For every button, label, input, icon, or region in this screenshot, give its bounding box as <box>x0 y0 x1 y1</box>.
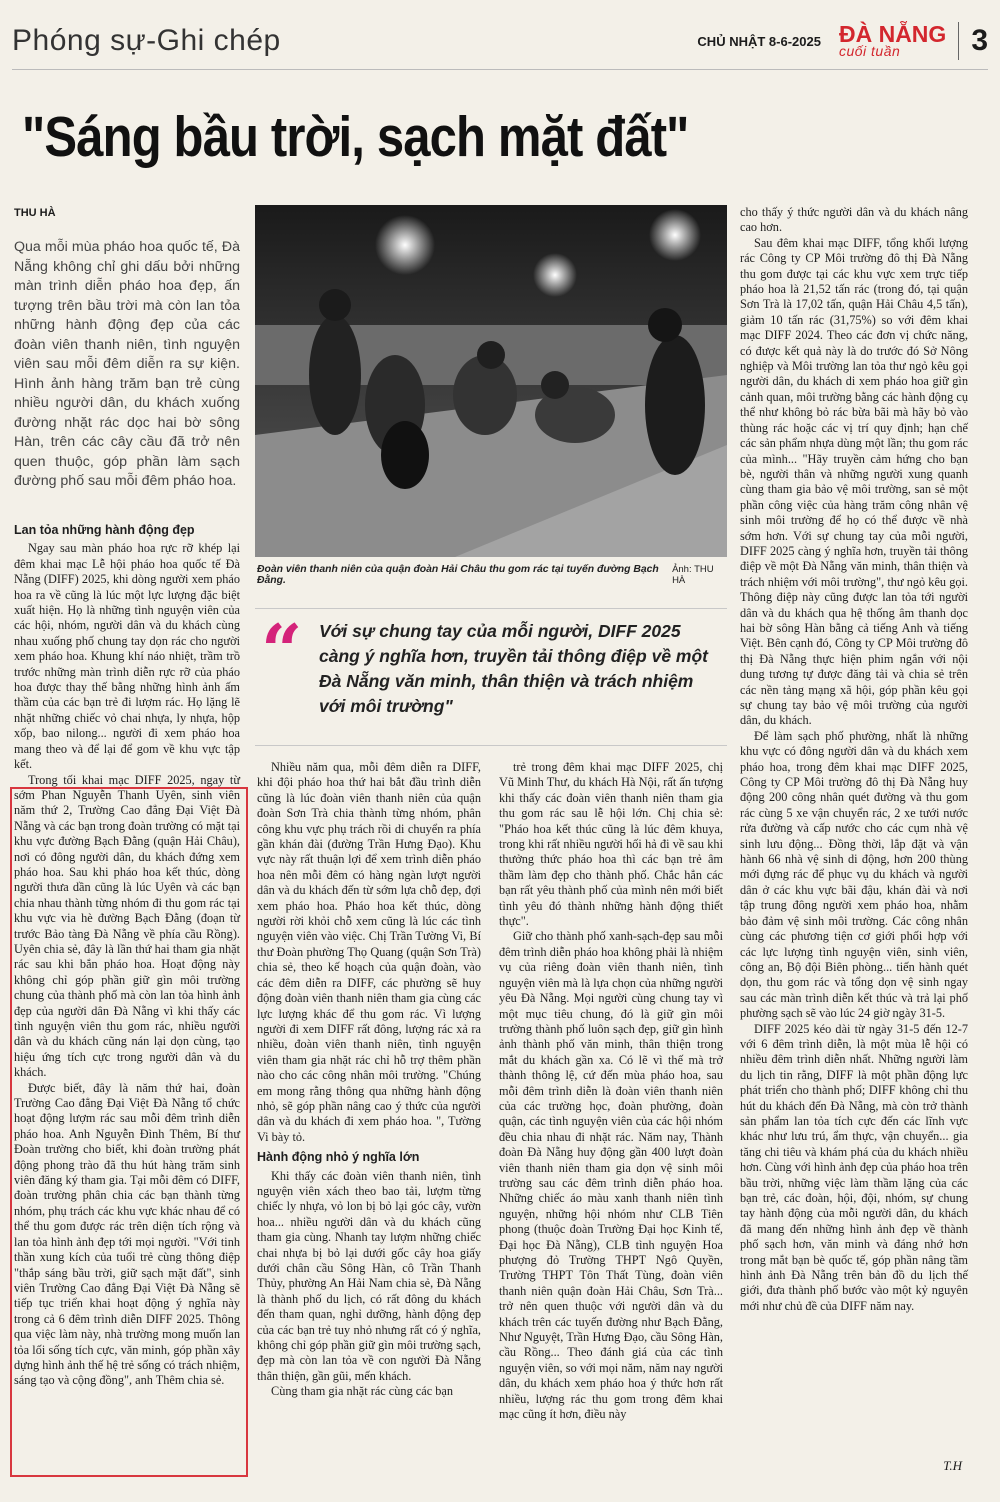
logo-bottom-text: cuối tuần <box>838 43 901 60</box>
text-column-3 <box>499 760 723 1422</box>
paragraph: Ngay sau màn pháo hoa rực rỡ khép lại đêm khai mạc Lễ hội pháo hoa quốc tế Đà Nẵng (DIFF) 2025, khi dòng người xem pháo hoa ra về cũng là lúc một lực lượng đặc biệt xuất hiện. Họ là những tình nguyện viên của các hội, nhóm, người dân và du khách cùng nhau xuống phố chung tay dọn rác cho người xem pháo hoa. Khung khí náo nhiệt, trầm trồ trước những màn trình diễn rực rỡ của pháo hoa được thay thế bằng những hình ảnh ấm thầm của các bạn trẻ đi lượm rác. Họ lặng lẽ nhặt những chiếc vỏ chai nhựa, ly nhựa, hộp xốp, bao nilong... người đi xem pháo hoa mang theo và để lại để gom về khu vực tập kết. <box>14 541 240 772</box>
article-lead: Qua mỗi mùa pháo hoa quốc tế, Đà Nẵng không chỉ ghi dấu bởi những màn trình diễn pháo hoa đẹp, ấn tượng trên bầu trời mà còn lan tỏa những hành động đẹp của các đoàn viên thanh niên, tình nguyện viên sau mỗi đêm diễn ra sự kiện. Hình ảnh hàng trăm bạn trẻ cùng nhiều người dân, du khách xuống đường nhặt rác dọc hai bờ sông Hàn, trên các cây cầu đã trở nên quen thuộc, góp phần làm sạch đường phố sau mỗi đêm pháo hoa. <box>14 239 240 489</box>
photo-credit: Ảnh: THU HÀ <box>672 564 714 586</box>
author-signature: T.H <box>943 1458 962 1473</box>
paragraph: Để làm sạch phố phường, nhất là những khu vực có đông người dân và du khách xem pháo hoa, trong đêm khai mạc DIFF 2025, Công ty CP Môi trường đô thị Đà Nẵng huy động 200 công nhân quét đường và thu gom rác cùng 5 xe vận chuyển rác, 2 xe tưới nước rửa đường và cấp nước cho các cụm nhà vệ sinh lưu động... Đồng thời, lắp đặt và vận hành 66 nhà vệ sinh di động, hơn 200 thùng mới đựng rác để phục vụ du khách và người dân ở các khu vực bãi đậu, khán đài và nơi tập trung đông người xem pháo hoa, nhằm bảo đảm vệ sinh môi trường. Các công nhân cùng các phương tiện cơ giới phối hợp với các lực lượng tình nguyện viên, sinh viên, công an, Bộ đội Biên phòng... tiến hành quét dọn, thu gom rác và tổng dọn vệ sinh ngay sau các màn trình diễn kết thúc và trả lại phố phường sạch sẽ vào lúc 24 giờ ngày 31-5. <box>740 728 968 1021</box>
article-photo <box>255 205 727 557</box>
issue-date: CHỦ NHẬT 8-6-2025 <box>697 33 821 49</box>
paragraph: Sau đêm khai mạc DIFF, tổng khối lượng rác Công ty CP Môi trường đô thị Đà Nẵng thu gom được tại các khu vực xem trực tiếp pháo hoa là 21,52 tấn rác (trong đó, tại quận Sơn Trà là 17,02 tấn, quận Hải Châu 4,5 tấn), giảm 10 tấn rác (31,75%) so với đêm khai mạc DIFF 2024. Theo các đơn vị chức năng, có được kết quả này là do trước đó Sở Nông nghiệp và Môi trường lan tỏa thư ngỏ kêu gọi người dân, du khách di xem pháo hoa giữ gìn cảnh quan, môi trường bằng các hành động cụ thể như không bỏ rác bừa bãi mà hãy bỏ vào thùng rác hoặc các vị trí quy định; hạn chế các sản phẩm nhựa dùng một lần; thu gom rác của mình... "Hãy truyền cảm hứng cho bạn bè, người thân và những người xung quanh cùng tham gia bảo vệ môi trường, san sẻ một phần công việc của hàng trăm công nhân vệ sinh môi trường để họ có thể được về nhà sớm hơn. Với sự chung tay của mỗi người, DIFF 2025 càng ý nghĩa hơn, truyền tải thông điệp về một Đà Nẵng văn minh, thân thiện và trách nhiệm với môi trường", thư ngỏ kêu gọi. Thông điệp này cũng được lan tỏa tới người dân và du khách qua hệ thống âm thanh dọc hai bờ sông Hàn bằng cả tiếng Anh và tiếng Việt. Bên cạnh đó, Công ty CP Môi trường đô thị Đà Nẵng thực hiện phim ngắn với nội dung tương tự được đăng tải và chia sẻ trên các nền tảng mạng xã hội, góp phần kêu gọi sự chung tay bảo vệ môi trường của người dân, du khách. <box>740 235 968 728</box>
article-headline: "Sáng bầu trời, sạch mặt đất" <box>22 105 689 169</box>
paragraph: Trong tối khai mạc DIFF 2025, ngay từ sớm Phan Nguyễn Thanh Uyên, sinh viên năm thứ 2, Trường Cao đẳng Đại Việt Đà Nẵng và các bạn trong đoàn trường có mặt tại khu vực đường Bạch Đằng (quận Hải Châu), nơi có đông người dân, du khách đứng xem pháo hoa. Sau khi pháo hoa kết thúc, dòng người thưa dần cũng là lúc Uyên và các bạn chia nhau thành từng nhóm đi thu gom rác tại khu vực via hè đường Bạch Đằng (đoạn từ trước Bảo tàng Đà Nẵng về phía cầu Rồng). Uyên chia sẻ, đây là lần thứ hai tham gia nhặt rác sau khi bắn pháo hoa. Hoạt động này không chỉ góp phần giữ gìn môi trường chung của thành phố mà còn lan tỏa hình ảnh đẹp của người dân Đà Nẵng vì khi thấy các tình nguyện viên thu gom rác, nhiều người dân và du khách cũng nán lại dọn cùng, tạo hiệu ứng tích cực trong người dân và du khách. <box>14 772 240 1080</box>
highlight-frame <box>10 787 248 1477</box>
paragraph: DIFF 2025 kéo dài từ ngày 31-5 đến 12-7 với 6 đêm trình diễn, là một mùa lễ hội có nhiều đêm trình diễn nhất. Những người làm du lịch tin rằng, DIFF là một phần động lực phát triển cho thành phố; DIFF không chỉ thu hút du khách đến Đà Nẵng, mà còn trở thành sản phẩm lan tỏa tích cực đến các lĩnh vực khác như lưu trú, ẩm thực, vận chuyển... gia tăng chi tiêu và khám phá của du khách nhiều hơn. Cùng với hình ảnh đẹp của pháo hoa trên bầu trời, những việc làm thầm lặng của các bạn trẻ, các đoàn, hội, đội, nhóm, sự chung tay hành động của mỗi người dân, du khách đã mang đến những hình ảnh đẹp về thành phố sạch hơn, văn minh và đáng nhớ hơn trong mắt bạn bè quốc tế, góp phần nâng tầm hình ảnh Đà Nẵng trên bản đồ du lịch thế giới, đưa thành phố bước vào một kỷ nguyên mới như chủ đề của DIFF năm nay. <box>740 1021 968 1313</box>
logo-top-text: ĐÀ NẴNG <box>838 21 947 48</box>
page-number: 3 <box>971 24 988 57</box>
paragraph: Khi thấy các đoàn viên thanh niên, tình nguyện viên xách theo bao tải, lượm từng chiếc ly nhựa, vỏ lon bị bỏ lại góc cây, vườn hoa... nhiều người dân và du khách cũng tham gia cùng. Nhanh tay lượm những chiếc chai nhựa bị bỏ lại dưới gốc cây hoa giấy dưới chân cầu Sông Hàn, cô Trần Thanh Thủy, phường An Hải Nam chia sẻ, Đà Nẵng là thành phố du lịch, có rất đông du khách đến tham quan, nghỉ dưỡng, hành động đẹp của các bạn trẻ tuy nhỏ nhưng rất có ý nghĩa, không chỉ góp phần giữ gìn môi trường sạch, đẹp mà còn lan tỏa về con người Đà Nẵng thân thiện, gần gũi, mến khách. <box>257 1168 481 1383</box>
paragraph: cho thấy ý thức người dân và du khách nâng cao hơn. <box>740 205 968 235</box>
newspaper-logo <box>838 21 947 60</box>
paragraph: trẻ trong đêm khai mạc DIFF 2025, chị Vũ Minh Thư, du khách Hà Nội, rất ấn tượng khi thấy các đoàn viên thanh niên tham gia thu gom rác sau lễ hội lớn. Chị chia sẻ: "Pháo hoa kết thúc cũng là lúc đêm khuya, trong khi rất nhiều người hối hả đi về sau khi thưởng thức pháo hoa thì các bạn trẻ âm thầm làm đẹp cho thành phố. Chắc hẳn các bạn rất yêu thành phố của mình nên mới biết tình yêu đó thành những hành động thiết thực". <box>499 760 723 929</box>
pull-quote-text: Với sự chung tay của mỗi người, DIFF 2025 càng ý nghĩa hơn, truyền tải thông điệp về một Đà Nẵng văn minh, thân thiện và trách nhiệm với môi trường" <box>319 621 708 716</box>
section-title: Phóng sự-Ghi chép <box>12 24 281 57</box>
subhead-small-actions: Hành động nhỏ ý nghĩa lớn <box>257 1150 420 1165</box>
caption-text: Đoàn viên thanh niên của quận đoàn Hải Châu thu gom rác tại tuyến đường Bạch Đằng. <box>257 564 659 586</box>
masthead-divider <box>958 22 959 60</box>
byline: THU HÀ <box>14 207 56 219</box>
paragraph: Được biết, đây là năm thứ hai, đoàn Trường Cao đẳng Đại Việt Đà Nẵng tổ chức hoạt động lượm rác sau mỗi đêm trình diễn pháo hoa. Anh Nguyễn Đình Thêm, Bí thư Đoàn trường cho biết, khi đoàn trường phát động phong trào đã thu hút hàng trăm sinh viên đăng ký tham gia. Tại mỗi đêm có DIFF, đoàn trường phân chia các bạn thành từng nhóm, phụ trách các khu vực khác nhau để có thể thu gom được rác trên diện tích rộng và lan tỏa hình ảnh đẹp tới mọi người. "Với tinh thần xung kích của tuổi trẻ cùng thông điệp "thắp sáng bầu trời, giữ sạch mặt đất", sinh viên Trường Cao đẳng Đại Việt Đà Nẵng sẽ tiếp tục triển khai hoạt động ý nghĩa này trong cả 6 đêm trình diễn DIFF 2025. Thông qua việc làm này, nhà trường mong muốn lan tỏa lối sống tích cực, văn minh, góp phần xây dựng hình ảnh thế hệ trẻ sống có trách nhiệm, sáng tạo và cộng đồng", anh Thêm chia sẻ. <box>14 1080 240 1388</box>
paragraph: Nhiều năm qua, mỗi đêm diễn ra DIFF, khi đội pháo hoa thứ hai bắt đầu trình diễn cũng là lúc đoàn viên thanh niên của quận đoàn Sơn Trà chia thành từng nhóm, phân công khu vực phụ trách rồi di chuyển ra phía gần khán đài (đường Trần Hưng Đạo). Khu vực này rất thuận lợi để xem trình diễn pháo hoa nên mỗi đêm có hàng ngàn lượt người dân và du khách đến từ sớm lựa chỗ đẹp, đợi xem pháo hoa. Pháo hoa kết thúc, dòng người rời khỏi chỗ xem cũng là lúc các tình nguyện viên vào việc. Chị Trần Tường Vi, Bí thư Đoàn phường Thọ Quang (quận Sơn Trà) chia sẻ, theo kế hoạch của quận đoàn, vào các đêm diễn ra DIFF, các phường sẽ huy động đoàn viên thanh niên tham gia cùng các lực lượng khác để thu gom rác. Vì lượng người đi xem DIFF rất đông, lượng rác xả ra nhiều, đoàn viên thanh niên, tình nguyện viên tham gia nhặt rác chỉ hỗ trợ thêm phần nào cho các công nhân môi trường. "Chúng em mong rằng thông qua những hành động nhỏ, sẽ góp phần nâng cao ý thức của người dân và du khách đi xem pháo hoa. ", Tường Vi bày tỏ. <box>257 760 481 1144</box>
paragraph: Giữ cho thành phố xanh-sạch-đẹp sau mỗi đêm trình diễn pháo hoa không phải là nhiệm vụ của riêng đoàn viên thanh niên, tình nguyện viên mà là lựa chọn của những người yêu Đà Nẵng. Mọi người cùng chung tay vì một mục tiêu chung, đó là giữ gìn môi trường thành phố luôn sạch đẹp, giữ gìn hình ảnh thành phố văn minh, thân thiện trong mắt du khách gần xa. Có lẽ vì thế mà trở thành thông lệ, cứ đến mùa pháo hoa, sau mỗi đêm trình diễn là đoàn viên thanh niên của các trường học, đoàn phường, đoàn quận, các tình nguyện viên của các hội nhóm đều chia nhau đi nhặt rác. Năm nay, Thành đoàn Đà Nẵng huy động gần 400 lượt đoàn viên thanh niên tham gia dọn vệ sinh môi trường sau các đêm trình diễn pháo hoa. Những chiếc áo màu xanh thanh niên tình nguyện, những hội nhóm như CLB Tiên phong (thuộc đoàn Trường Đại học Kinh tế, Đại học Đà Nẵng), CLB tình nguyện Hoa phượng đỏ Trường THPT Ngô Quyền, Trường THPT Tôn Thất Tùng, đoàn viên thanh niên quận đoàn Hải Châu, Sơn Trà... trở nên quen thuộc với người dân và du khách trên các tuyến đường như Bạch Đằng, Như Nguyệt, Trần Hưng Đạo, cầu Sông Hàn, cầu Rồng... Theo đánh giá của các tình nguyện viên, so với mọi năm, năm nay người dân, du khách xem pháo hoa ý thức hơn rất nhiều, lượng rác thu gom trong đêm khai mạc cũng ít hơn, điều này <box>499 929 723 1422</box>
masthead-right <box>697 18 988 64</box>
paragraph: Cùng tham gia nhặt rác cùng các bạn <box>271 1384 453 1399</box>
volunteers-photo-illustration <box>255 205 727 557</box>
quote-mark-icon: “ <box>261 608 303 693</box>
pull-quote <box>255 608 727 746</box>
photo-caption <box>257 564 727 586</box>
masthead <box>12 14 988 70</box>
text-column-4 <box>740 205 968 1314</box>
text-column-2 <box>257 760 481 1400</box>
subhead-spread-good-deeds: Lan tỏa những hành động đẹp <box>14 523 195 537</box>
